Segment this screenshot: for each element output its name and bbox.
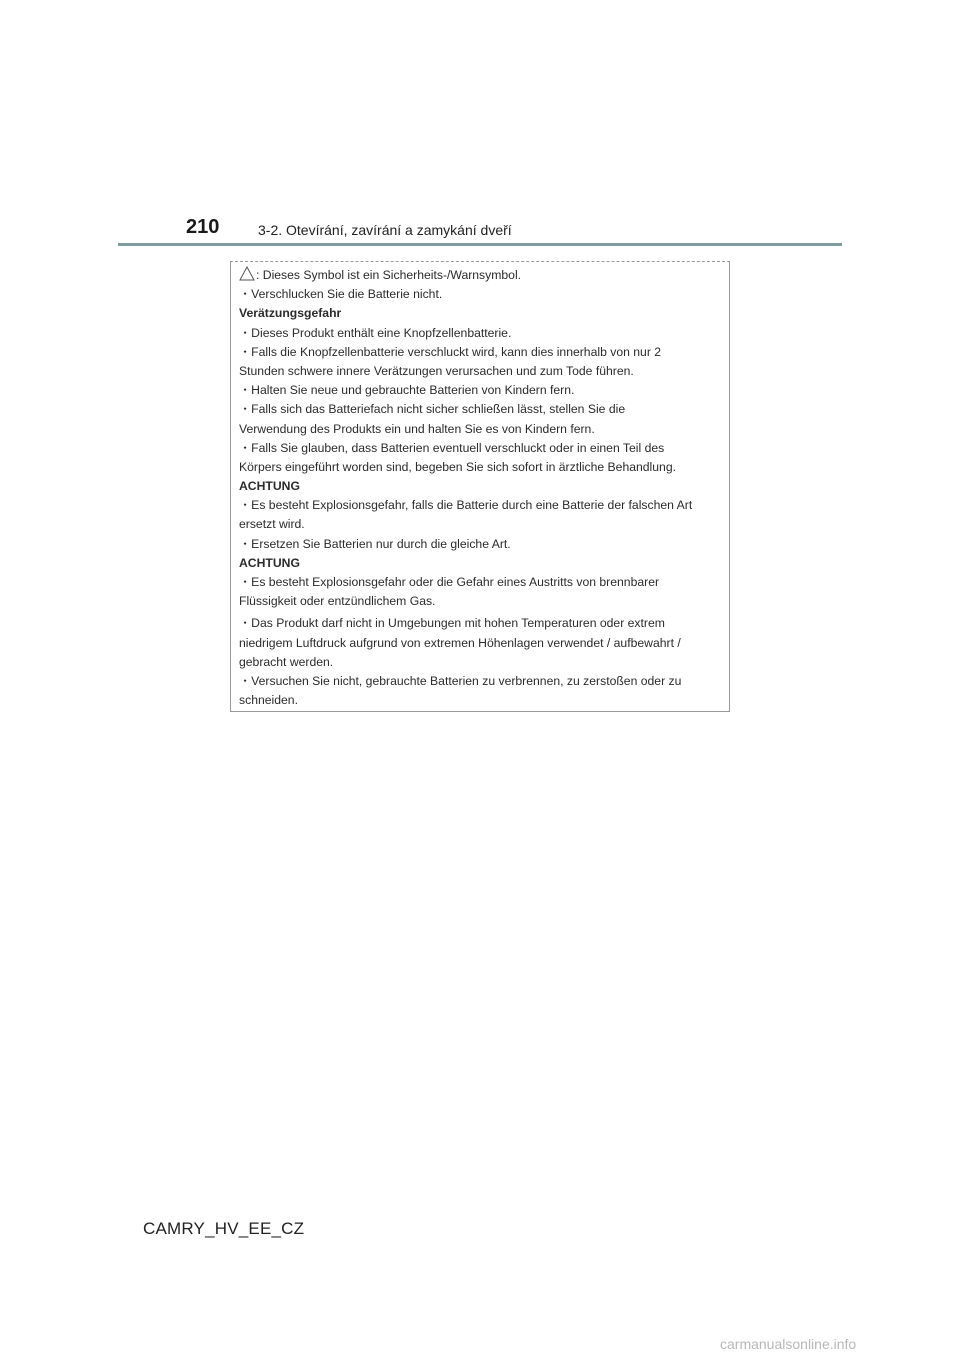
page-number: 210 [186,216,220,238]
warning-line: ・Es besteht Explosionsgefahr, falls die Batterie durch eine Batterie der falschen Art [239,498,693,513]
warning-heading: ACHTUNG [239,479,300,494]
warning-line: ・Ersetzen Sie Batterien nur durch die gleiche Art. [239,536,511,551]
warning-line: ・Es besteht Explosionsgefahr oder die Gefahr eines Austritts von brennbarer [239,575,660,589]
warning-line: ・Falls Sie glauben, dass Batterien eventuell verschluckt oder in einen Teil des [239,440,665,455]
warning-line: Körpers eingeführt worden sind, begeben Sie sich sofort in ärztliche Behandlung. [239,459,676,474]
header-rule [118,243,842,246]
warning-lines [239,285,721,710]
warning-symbol-line [239,266,721,285]
section-title: 3-2. Otevírání, zavírání a zamykání dveří [258,222,512,238]
warning-symbol-text: : Dieses Symbol ist ein Sicherheits-/Warnsymbol. [256,268,522,282]
warning-line: niedrigem Luftdruck aufgrund von extremen Höhenlagen verwendet / aufbewahrt / [239,635,681,650]
warning-line: ・Falls die Knopfzellenbatterie verschluckt wird, kann dies innerhalb von nur 2 [239,344,662,359]
warning-triangle-icon [239,266,255,281]
warning-heading: Verätzungsgefahr [239,306,342,321]
warning-line: ・Falls sich das Batteriefach nicht sicher schließen lässt, stellen Sie die [239,402,626,417]
manual-code: CAMRY_HV_EE_CZ [143,1219,305,1238]
warning-heading: ACHTUNG [239,555,300,570]
warning-line: gebracht werden. [239,654,334,669]
warning-line: ersetzt wird. [239,517,305,532]
warning-line: ・Dieses Produkt enthält eine Knopfzellenbatterie. [239,325,512,340]
warning-line: ・Das Produkt darf nicht in Umgebungen mit hohen Temperaturen oder extrem [239,616,665,631]
warning-line: Stunden schwere innere Verätzungen verursachen und zum Tode führen. [239,363,634,378]
warning-line: Flüssigkeit oder entzündlichem Gas. [239,594,436,609]
warning-line: ・Verschlucken Sie die Batterie nicht. [239,287,443,302]
warning-line: ・Versuchen Sie nicht, gebrauchte Batterien zu verbrennen, zu zerstoßen oder zu [239,673,682,688]
warning-line: Verwendung des Produkts ein und halten Sie es von Kindern fern. [239,421,595,436]
warning-line: ・Halten Sie neue und gebrauchte Batterien von Kindern fern. [239,383,575,398]
warning-line: schneiden. [239,693,298,708]
warning-box [230,261,730,712]
watermark-text: carmanualsonline.info [720,1336,857,1352]
